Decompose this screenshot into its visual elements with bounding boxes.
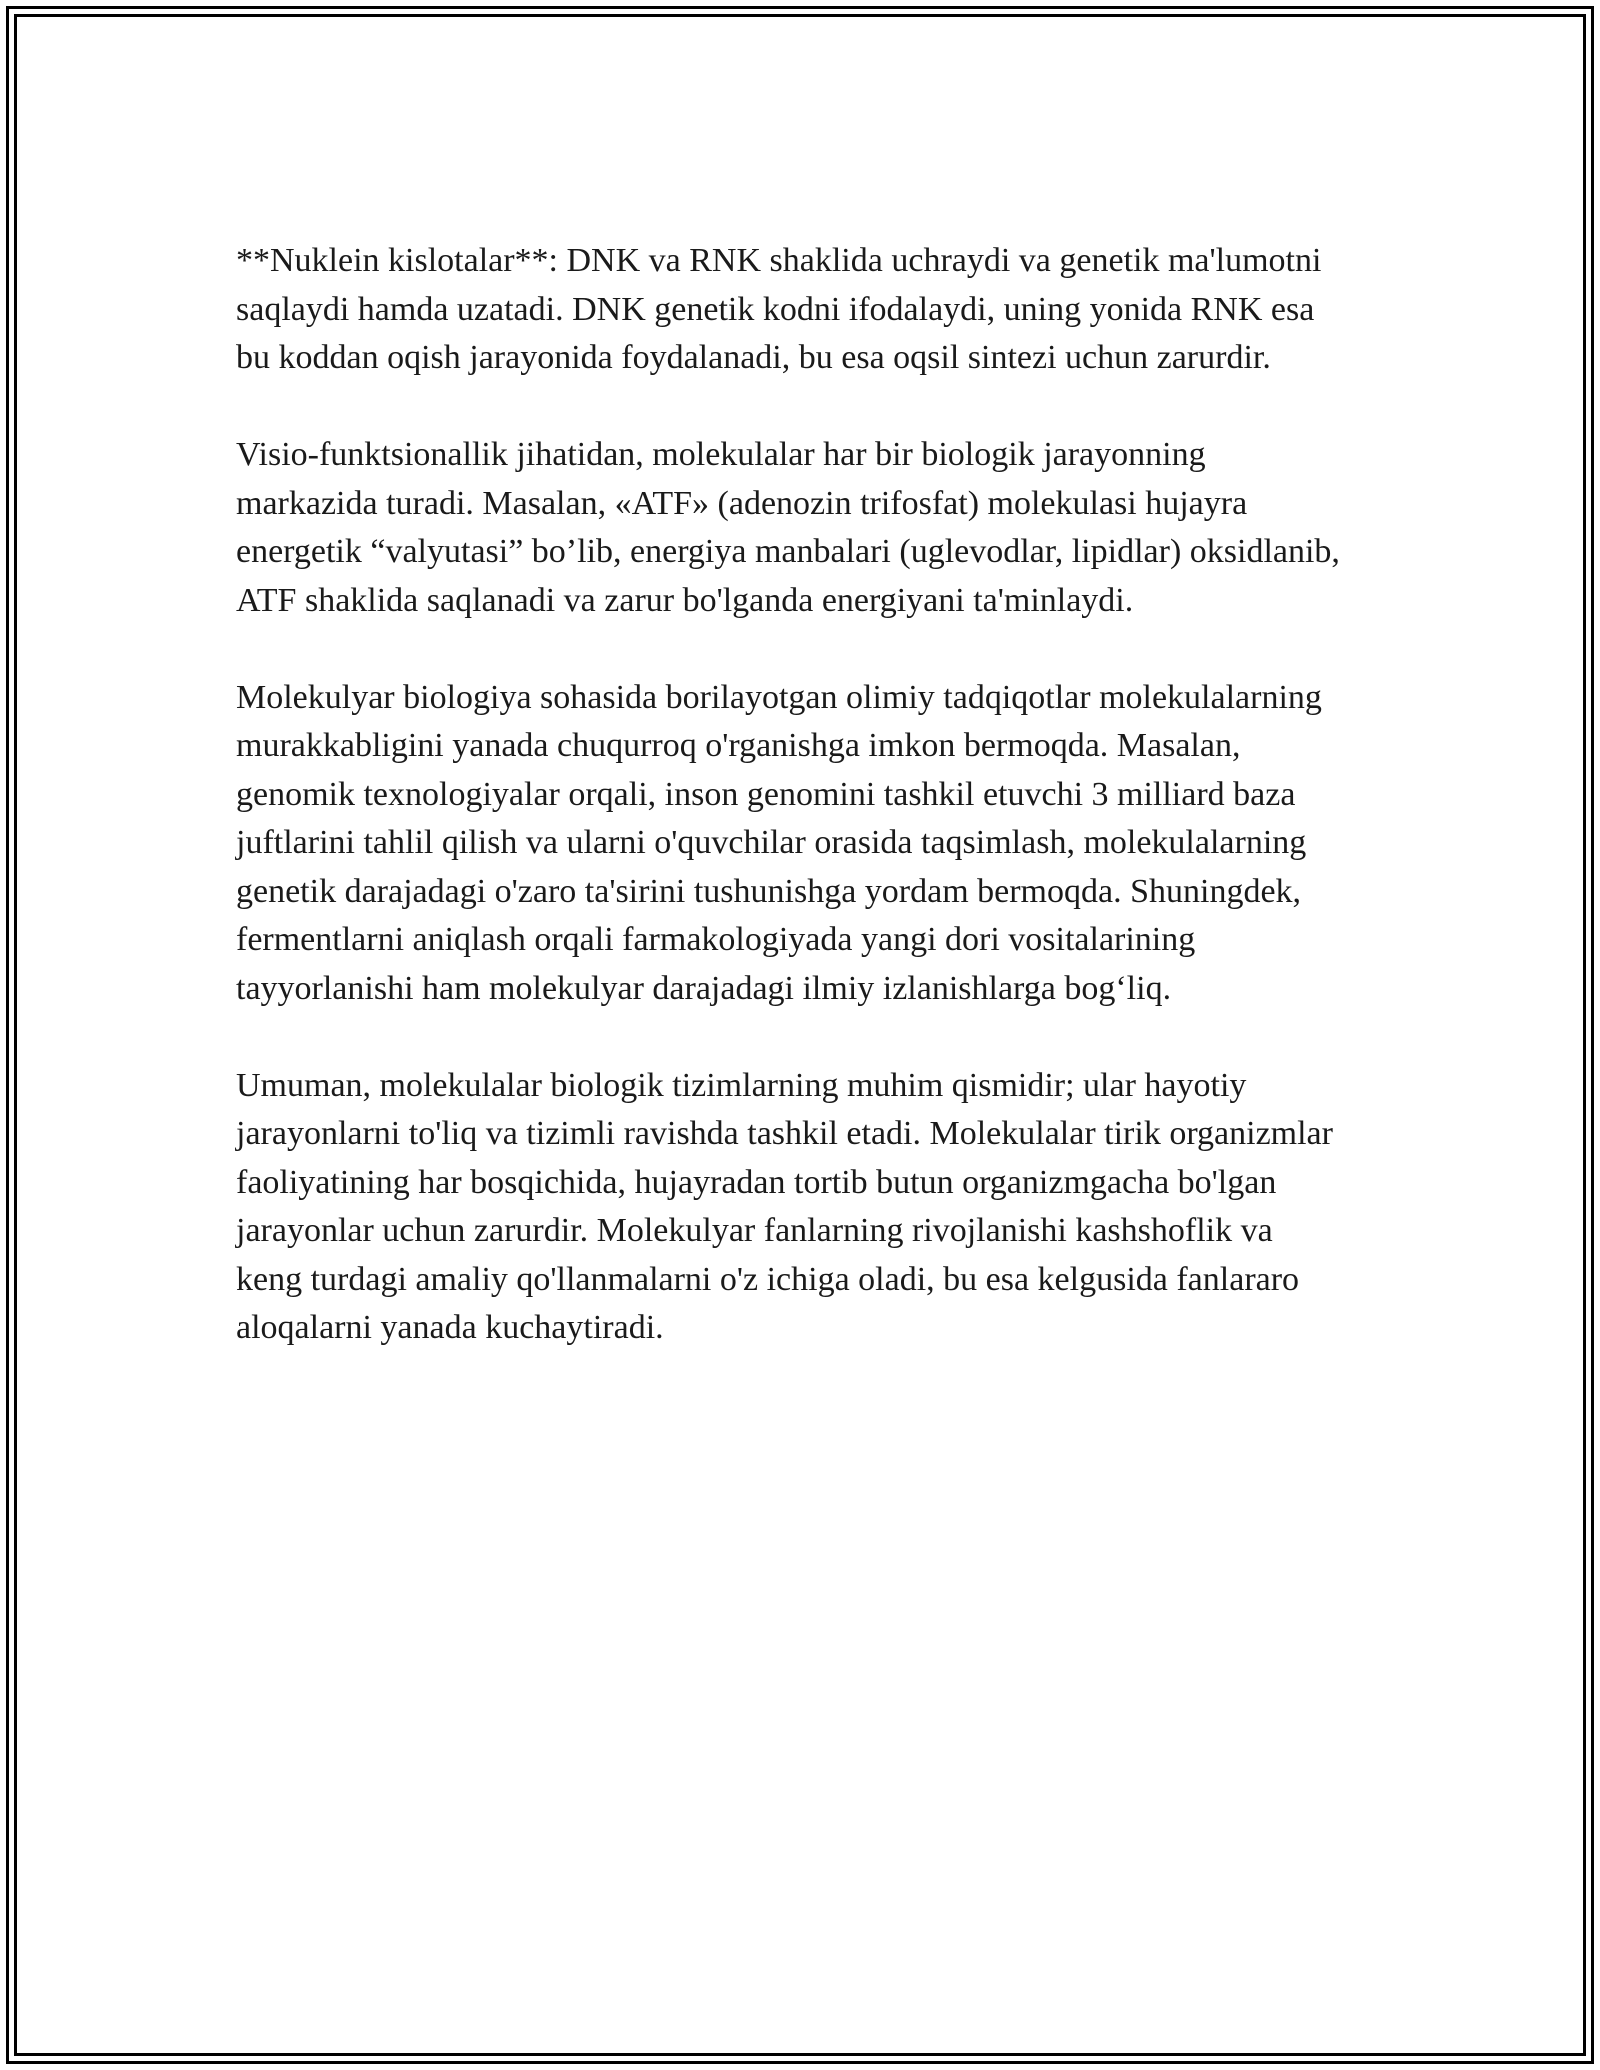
paragraph-nucleic-acids: **Nuklein kislotalar**: DNK va RNK shaklida uchraydi va genetik ma'lumotni saqlaydi hamda uzatadi. DNK genetik kodni ifodalaydi, uning yonida RNK esa bu koddan oqish jarayonida foydalanadi, bu esa oqsil sintezi uchun zarurdir.: [236, 242, 1322, 376]
document-body: [236, 237, 1346, 1353]
paragraph-conclusion: Umuman, molekulalar biologik tizimlarning muhim qismidir; ular hayotiy jarayonlarni to'liq va tizimli ravishda tashkil etadi. Molekulalar tirik organizmlar faoliyatining har bosqichida, hujayradan tortib butun organizmgacha bo'lgan jarayonlar uchun zarurdir. Molekulyar fanlarning rivojlanishi kashshoflik va keng turdagi amaliy qo'llanmalarni o'z ichiga oladi, bu esa kelgusida fanlararo aloqalarni yanada kuchaytiradi.: [236, 1066, 1333, 1346]
paragraph-visio-functionality: Visio-funktsionallik jihatidan, molekulalar har bir biologik jarayonning markazida turadi. Masalan, «ATF» (adenozin trifosfat) molekulasi hujayra energetik “valyutasi” bo’lib, energiya manbalari (uglevodlar, lipidlar) oksidlanib, ATF shaklida saqlanadi va zarur bo'lganda energiyani ta'minlaydi.: [236, 436, 1340, 619]
paragraph-molecular-biology-research: Molekulyar biologiya sohasida borilayotgan olimiy tadqiqotlar molekulalarning murakkabligini yanada chuqurroq o'rganishga imkon bermoqda. Masalan, genomik texnologiyalar orqali, inson genomini tashkil etuvchi 3 milliard baza juftlarini tahlil qilish va ularni o'quvchilar orasida taqsimlash, molekulalarning genetik darajadagi o'zaro ta'sirini tushunishga yordam bermoqda. Shuningdek, fermentlarni aniqlash orqali farmakologiyada yangi dori vositalarining tayyorlanishi ham molekulyar darajadagi ilmiy izlanishlarga bog‘liq.: [236, 678, 1322, 1007]
